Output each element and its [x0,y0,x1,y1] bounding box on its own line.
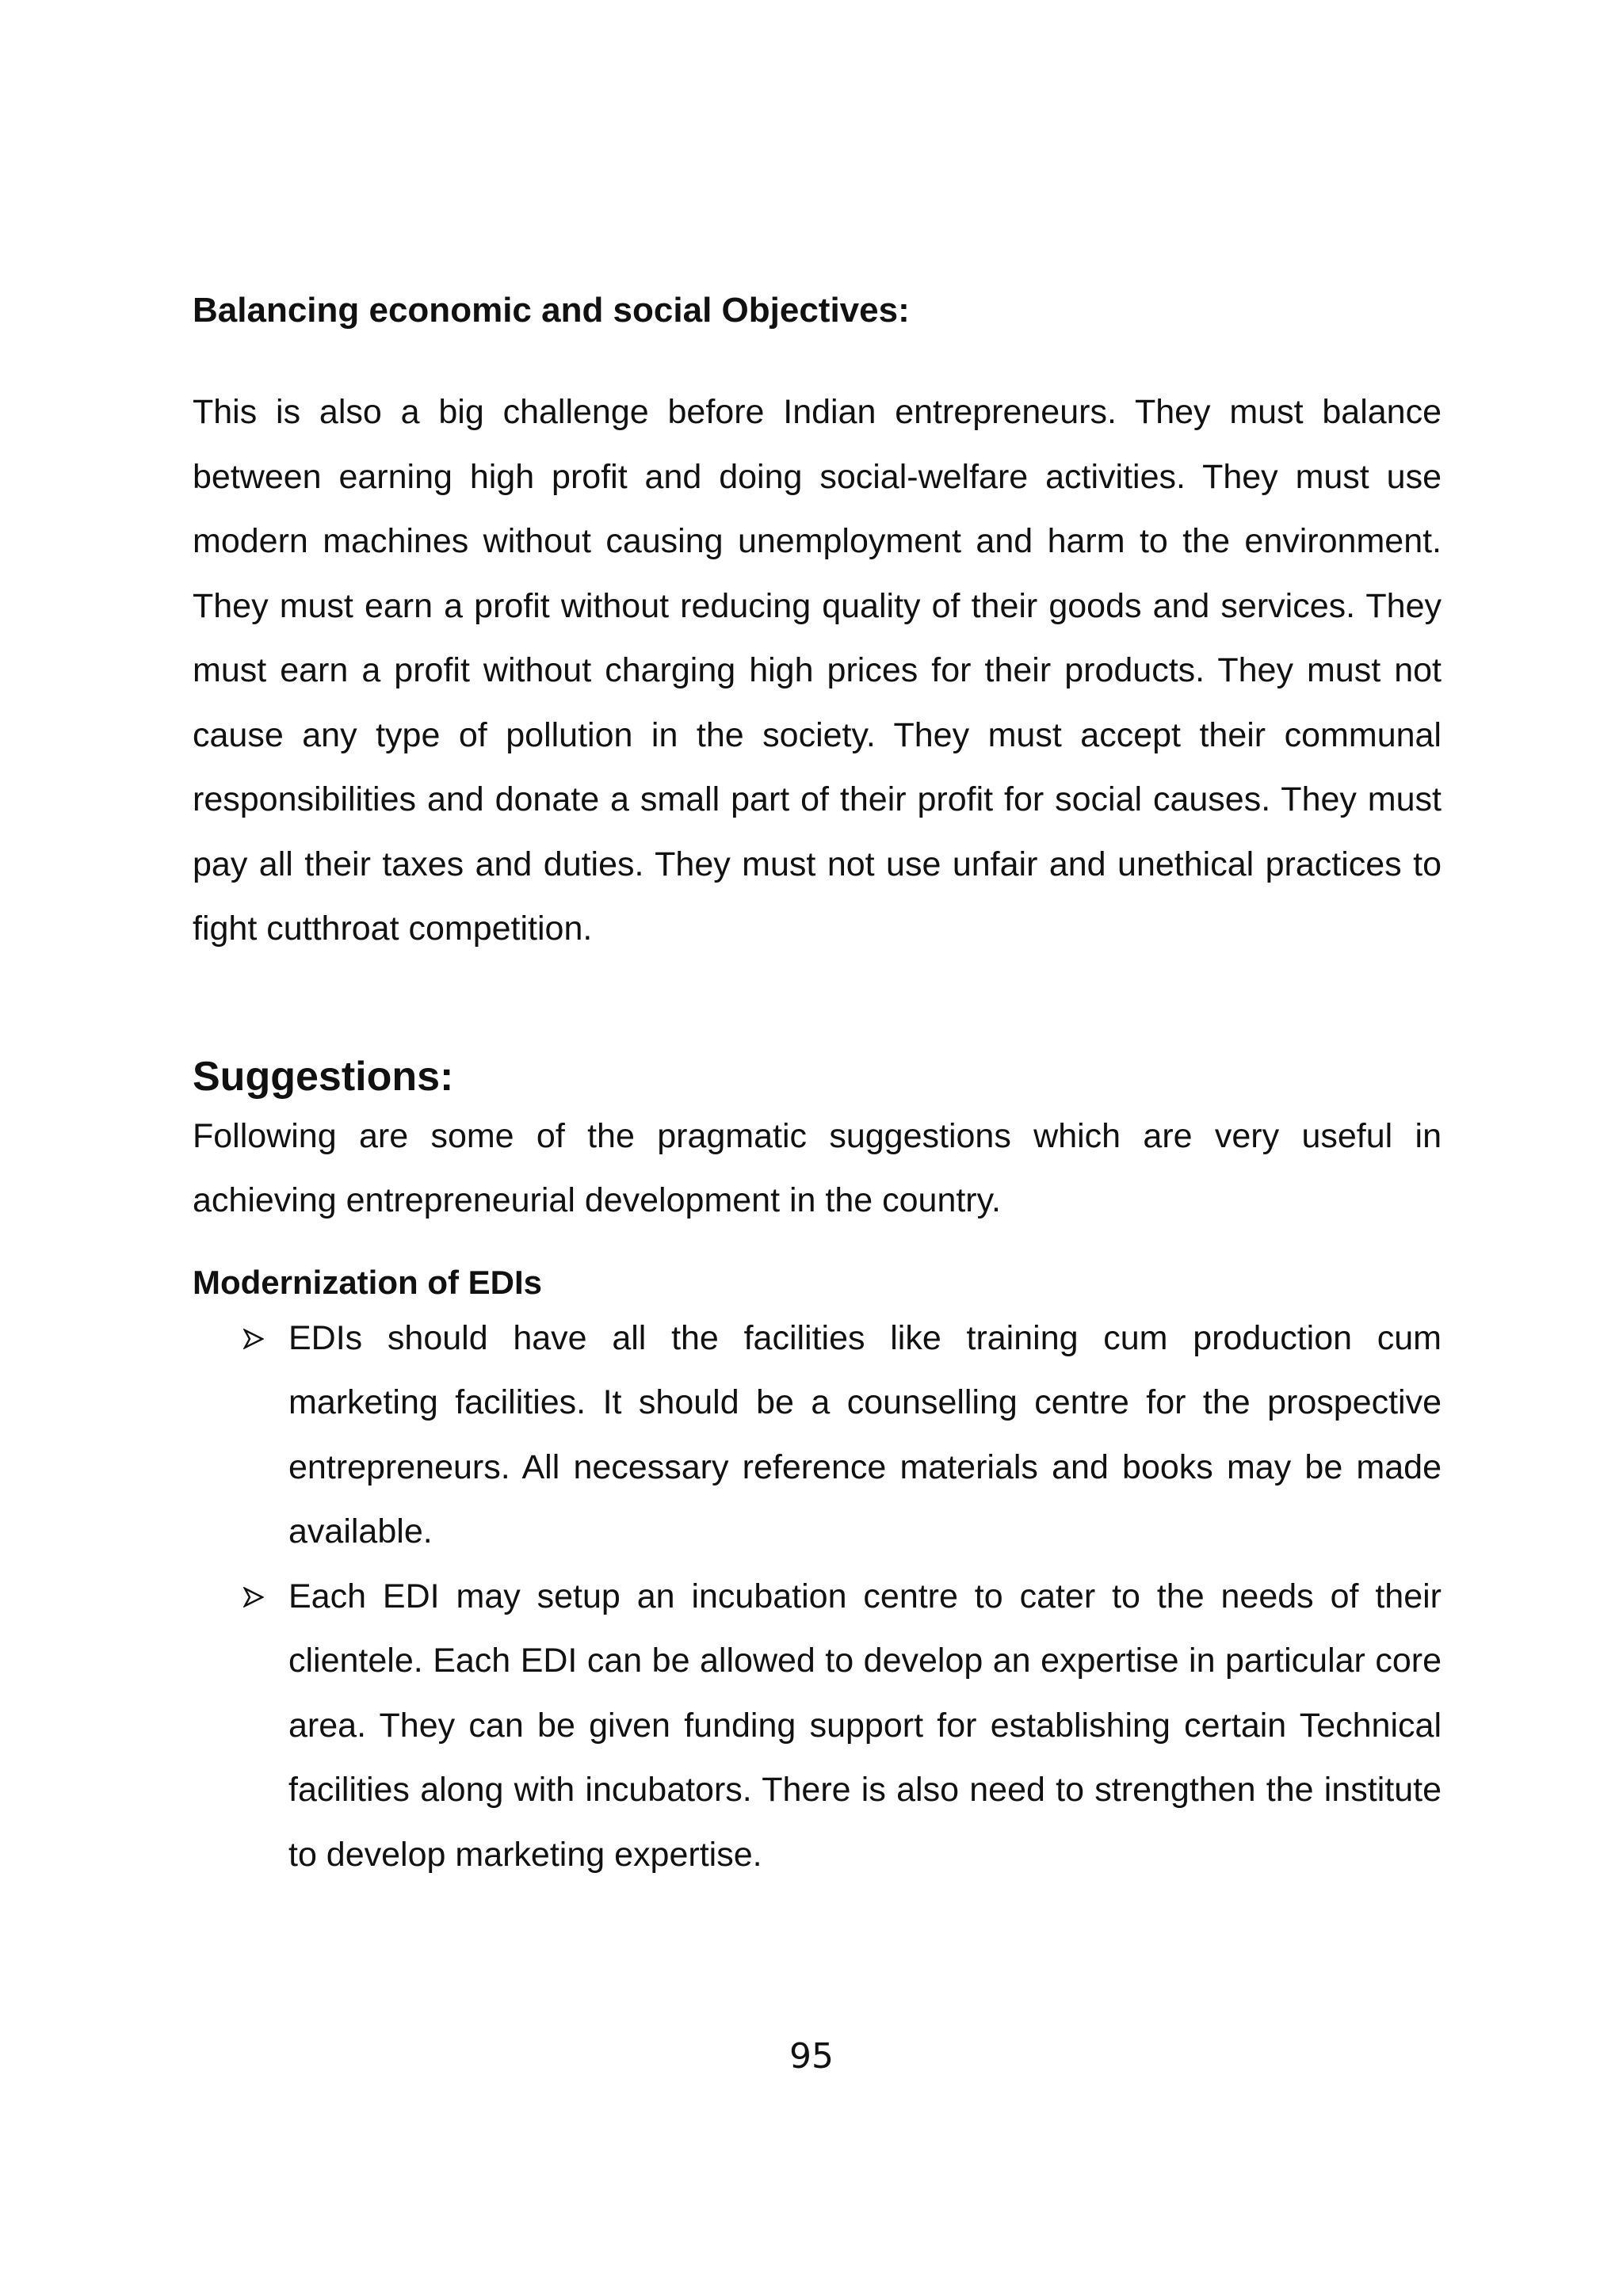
spacer [193,1234,1442,1259]
subheading-modernization-of-edis: Modernization of EDIs [193,1263,542,1301]
page-content [193,287,1442,1887]
arrowhead-bullet-icon [243,1306,275,1371]
bullet-text: Each EDI may setup an incubation centre to cater to the needs of their clientele. Each EDI can be allowed to develop an expertise in particular core area. They can be given funding support for establishing certain Technical facilities along with incubators. There is also need to strengthen the institute to develop marketing expertise. [288,1577,1442,1874]
bullet-text: EDIs should have all the facilities like training cum production cum marketing facilities. It should be a counselling centre for the prospective entrepreneurs. All necessary reference materials and books may be made available. [288,1318,1442,1550]
suggestions-bullet-list [193,1306,1442,1888]
spacer [193,334,1442,380]
balancing-paragraph: This is also a big challenge before Indian entrepreneurs. They must balance between earning high profit and doing social-welfare activities. They must use modern machines without causing unemployment and harm to the environment. They must earn a profit without reducing quality of their goods and services. They must earn a profit without charging high prices for their products. They must not cause any type of pollution in the society. They must accept their communal responsibilities and donate a small part of their profit for social causes. They must pay all their taxes and duties. They must not use unfair and unethical practices to fight cutthroat competition. [193,393,1442,948]
arrowhead-bullet-icon [243,1565,275,1630]
list-item [193,1306,1442,1565]
suggestions-intro-paragraph: Following are some of the pragmatic suggestions which are very useful in achieving entrepreneurial development in the country. [193,1116,1442,1219]
spacer [193,962,1442,1049]
list-item [193,1565,1442,1888]
section-heading-suggestions: Suggestions: [193,1053,454,1100]
section-heading-balancing: Balancing economic and social Objectives: [193,291,910,330]
page-number: 95 [789,2036,834,2077]
